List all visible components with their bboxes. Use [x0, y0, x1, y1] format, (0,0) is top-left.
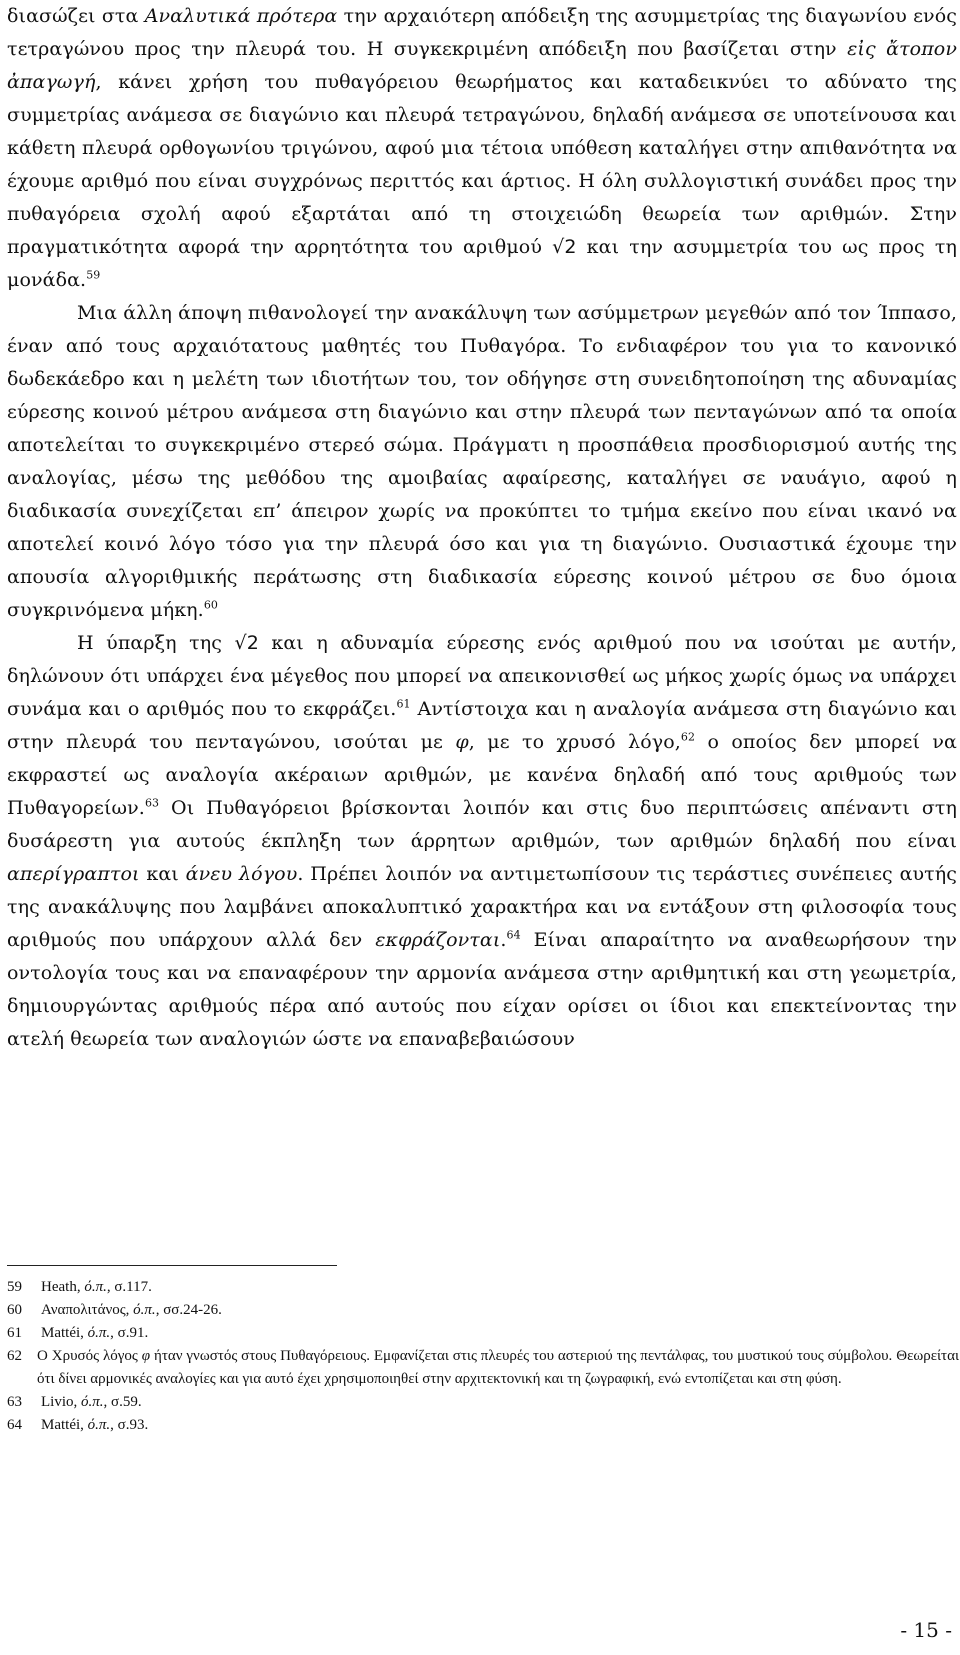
text-run: την αρχαιότερη απόδειξη της ασυμμετρίας της διαγωνίου ενός τετραγώνου προς την πλευρά του. Η συγκεκριμένη απόδειξη που βασίζεται στην [7, 5, 957, 60]
italic-term: απερίγραπτοι [7, 863, 140, 885]
footnote-reference[interactable]: 61 [396, 697, 411, 711]
footnote-number: 64 [7, 1417, 22, 1433]
text-run: Αντίστοιχα και η αναλογία ανάμεσα στη διαγώνιο και στην πλευρά του πενταγώνου, ισούται με [7, 698, 957, 753]
footnote-text [41, 1322, 959, 1345]
text-run: Mattéi, [41, 1325, 88, 1341]
footnote-number: 63 [7, 1394, 22, 1410]
sqrt-two: √2 [552, 236, 577, 258]
paragraph-3 [7, 627, 957, 1056]
main-text [7, 0, 957, 1056]
footnote-number: 61 [7, 1325, 22, 1341]
text-run: Αναπολιτάνος, [41, 1302, 134, 1318]
phi-symbol: φ [141, 1348, 151, 1364]
text-run: ήταν γνωστός στους Πυθαγόρειους. Εμφανίζεται στις πλευρές του αστεριού της πεντάλφας, του μυστικού τους σύμβολου. Θεωρείται ότι δίνει αρμονικές αναλογίες και για αυτό έχει χρησιμοποιηθεί στην αρχιτεκτονική και τη ζωγραφική, ενώ εντοπίζεται και στη φύση. [37, 1348, 959, 1387]
footnote-number: 62 [7, 1348, 22, 1364]
text-run: Heath, [41, 1279, 85, 1295]
footnote-text [41, 1276, 959, 1299]
italic-abbrev: ό.π. [84, 1279, 107, 1295]
italic-term: εκφράζονται [375, 929, 501, 951]
sqrt-two: √2 [234, 632, 259, 654]
text-run: Είναι απαραίτητο να αναθεωρήσουν την οντολογία τους και να επαναφέρουν την αρμονία ανάμεσα στην αριθμητική και στη γεωμετρία, δημιουργώντας αριθμούς πέρα από αυτούς που είχαν ορίσει οι ίδιοι και επεκτείνοντας την ατελή θεωρεία των αναλογιών ώστε να επαναβεβαιώσουν [7, 929, 957, 1050]
paragraph-2 [7, 297, 957, 627]
footnote-divider [7, 1265, 337, 1266]
footnote-61 [7, 1322, 959, 1345]
page-number: - 15 - [900, 1618, 952, 1642]
footnotes [7, 1276, 959, 1437]
text-run: Μια άλλη άποψη πιθανολογεί την ανακάλυψη των ασύμμετρων μεγεθών από τον Ίππασο, έναν από τους αρχαιότατους μαθητές του Πυθαγόρα. Το ενδιαφέρον του για το κανονικό δωδεκάεδρο και η μελέτη των ιδιοτήτων του, τον οδήγησε στη συνειδητοποίηση της αδυναμίας εύρεσης κοινού μέτρου ανάμεσα στη διαγώνιο και στην πλευρά των πενταγώνων από τα οποία αποτελείται το συγκεκριμένο στερεό σώμα. Πράγματι η προσπάθεια προσδιορισμού αυτής της αναλογίας, μέσω της μεθόδου της αμοιβαίας αφαίρεσης, καταλήγει σε ναυάγιο, αφού η διαδικασία συνεχίζεται επ’ άπειρον χωρίς να προκύπτει το τμήμα εκείνο που είναι ικανό να αποτελεί κοινό λόγο τόσο για την πλευρά όσο και για τη διαγώνιο. Ουσιαστικά έχουμε την απουσία αλγοριθμικής περάτωσης στη διαδικασία εύρεσης κοινού μέτρου σε δυο όμοια συγκρινόμενα μήκη. [7, 302, 957, 621]
text-run: Livio, [41, 1394, 81, 1410]
footnote-62 [7, 1345, 959, 1391]
text-run: , σ.93. [110, 1417, 149, 1433]
footnote-reference[interactable]: 60 [203, 598, 219, 612]
footnote-59 [7, 1276, 959, 1299]
text-run: Mattéi, [41, 1417, 88, 1433]
footnote-64 [7, 1414, 959, 1437]
footnote-reference[interactable]: 62 [680, 730, 696, 744]
footnote-reference[interactable]: 63 [144, 796, 160, 810]
footnote-text [37, 1345, 959, 1391]
italic-title: Αναλυτικά πρότερα [144, 5, 338, 27]
text-run: ο οποίος δεν μπορεί να εκφραστεί ως αναλογία ακέραιων αριθμών, με κανένα δηλαδή από τους αριθμούς των Πυθαγορείων. [7, 731, 957, 819]
text-run: διασώζει στα [7, 5, 145, 27]
text-run: , σ.91. [110, 1325, 149, 1341]
footnote-number: 59 [7, 1279, 22, 1295]
italic-term: εἰς ἄτοπον ἀπαγωγή [7, 38, 957, 93]
footnote-63 [7, 1391, 959, 1414]
text-run: Οι Πυθαγόρειοι βρίσκονται λοιπόν και στις δυο περιπτώσεις απέναντι στη δυσάρεστη για αυτούς έκπληξη των άρρητων αριθμών, των αριθμών δηλαδή που είναι [7, 797, 957, 852]
text-run: , σ.59. [103, 1394, 142, 1410]
text-run: και [139, 863, 186, 885]
italic-abbrev: ό.π. [133, 1302, 156, 1318]
footnote-number: 60 [7, 1302, 22, 1318]
italic-term: άνευ λόγου [185, 863, 298, 885]
footnote-text [41, 1414, 959, 1437]
footnote-60 [7, 1299, 959, 1322]
text-run: . Πρέπει λοιπόν να αντιμετωπίσουν τις τεράστιες συνέπειες αυτής της ανακάλυψης που λαμβάνει αποκαλυπτικό χαρακτήρα και να εντάξουν στη φιλοσοφία τους αριθμούς που υπάρχουν αλλά δεν [7, 863, 957, 951]
paragraph-1 [7, 0, 957, 297]
italic-abbrev: ό.π. [87, 1325, 111, 1341]
text-run: , με το χρυσό λόγο, [468, 731, 681, 753]
text-run: , κάνει χρήση του πυθαγόρειου θεωρήματος και καταδεικνύει το αδύνατο της συμμετρίας ανάμεσα σε διαγώνιο και πλευρά τετραγώνου, δηλαδή ανάμεσα σε υποτείνουσα και κάθετη πλευρά ορθογωνίου τριγώνου, αφού μια τέτοια υπόθεση καταλήγει στην απιθανότητα να έχουμε αριθμό που είναι συγχρόνως περιττός και άρτιος. Η όλη συλλογιστική συνάδει προς την πυθαγόρεια σχολή αφού εξαρτάται από τη στοιχειώδη θεωρεία των αριθμών. Στην πραγματικότητα αφορά την αρρητότητα του αριθμού [7, 71, 957, 258]
footnote-text [41, 1391, 959, 1414]
text-run: , σ.117. [106, 1279, 152, 1295]
text-run: Η ύπαρξη της [77, 632, 235, 654]
text-run: , σσ.24-26. [155, 1302, 222, 1318]
text-run: και την ασυμμετρία του ως προς τη μονάδα. [7, 236, 957, 291]
italic-abbrev: ό.π. [87, 1417, 111, 1433]
footnote-text [41, 1299, 959, 1322]
footnote-reference[interactable]: 64 [506, 928, 521, 942]
text-run: και η αδυναμία εύρεσης ενός αριθμού που να ισούται με αυτήν, δηλώνουν ότι υπάρχει ένα μέγεθος που μπορεί να απεικονισθεί ως μήκος χωρίς όμως να υπάρχει συνάμα και ο αριθμός που το εκφράζει. [7, 632, 957, 720]
footnote-reference[interactable]: 59 [86, 268, 101, 282]
text-run: . [500, 929, 507, 951]
italic-abbrev: ό.π. [81, 1394, 104, 1410]
text-run: Ο Χρυσός λόγος [37, 1348, 142, 1364]
phi-symbol: φ [455, 731, 469, 753]
